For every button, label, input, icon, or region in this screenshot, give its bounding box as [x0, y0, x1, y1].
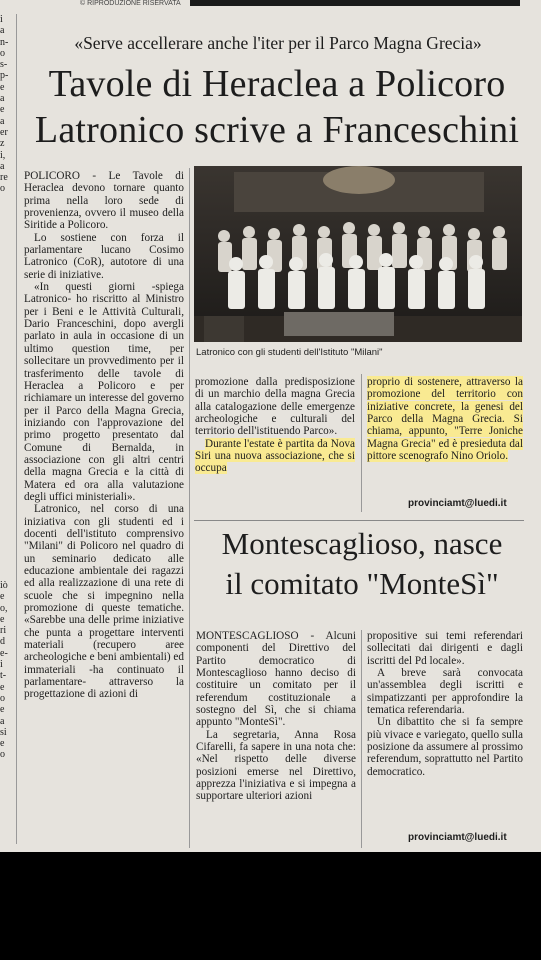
left-edge-fragment: si	[0, 726, 7, 738]
article1-paragraph: «In questi giorni -spiega Latronico- ho riscritto al Ministro per i Beni e le Attività Culturali, Dario Franceschini, dopo avergli parlato in aula in occasione di un ultimo question time, per sollecitare un provvedimento per il trasferimento delle tavole di Heraclea a Policoro e per richiamare un interesse del governo per il Parco della Magna Grecia, iniziando con l'approvazione del primo progetto presentato dal Comune di Bernalda, in associazione con gli altri centri della magna Grecia e la città di Matera ed ora alla valutazione degli uffici ministeriali».	[24, 281, 184, 503]
article2-headline-line-1: Montescaglioso, nasce	[221, 526, 503, 561]
article2-paragraph: Un dibattito che si fa sempre più vivace e variegato, quello sulla posizione da assumere al prossimo referendum, soprattutto nel Partito democratico.	[367, 716, 523, 778]
article1-paragraph: Latronico, nel corso di una iniziativa con gli studenti ed i docenti dell'istituto comprensivo "Milani" di Policoro nel quadro di un seminario dedicato alle educazione ambientale dei ragazzi ed alla realizzazione di una rete di scuole che si impegnino nella promozione di queste tematiche. «Sarebbe una delle prime iniziative che punta a progettare interventi materiali (recupero aree archeologiche e beni ambientali) ed immateriali -ha continuato il parlamentare- attraverso la progettazione di azioni di	[24, 503, 184, 701]
left-edge-fragment: re	[0, 172, 8, 184]
left-edge-fragment: a	[0, 160, 5, 172]
article1-column-1	[24, 170, 184, 848]
left-edge-fragment: i	[0, 659, 3, 671]
article1-paragraph: promozione dalla predisposizione di un marchio della magna Grecia alla catalogazione delle emergenze archeologiche e culturali del territorio dell'istituendo Parco».	[195, 376, 355, 438]
left-edge-fragment: a	[0, 115, 5, 127]
article1-paragraph: POLICORO - Le Tavole di Heraclea devono tornare quanto prima nella loro sede di provenienza, ovvero il museo della Siritide a Policoro.	[24, 170, 184, 232]
left-edge-fragment: a	[0, 25, 5, 37]
column-rule	[189, 168, 190, 848]
left-edge-fragment: a	[0, 93, 5, 105]
highlighted-text: Durante l'estate è partita da Nova Siri una nuova associazione, che si occupa	[195, 437, 355, 475]
left-edge-fragment: e	[0, 104, 5, 116]
left-edge-fragment: e	[0, 704, 5, 716]
article1-column-2	[195, 376, 355, 516]
left-edge-fragment: o	[0, 47, 5, 59]
column-rule	[361, 630, 362, 848]
article1-paragraph: Lo sostiene con forza il parlamentare lucano Cosimo Latronico (CoR), autotore di una serie di iniziative.	[24, 231, 184, 281]
article2-column-2	[367, 630, 523, 826]
left-edge-fragment: d	[0, 636, 5, 648]
article1-signature: provinciamt@luedi.it	[408, 498, 507, 509]
left-edge-fragment: e-	[0, 647, 8, 659]
students-photo	[194, 166, 522, 342]
left-edge-fragment: iò	[0, 580, 8, 591]
left-edge-fragment: o,	[0, 602, 8, 614]
article2-column-1	[196, 630, 356, 850]
left-edge-fragment: t-	[0, 670, 7, 682]
left-edge-fragment: e	[0, 681, 5, 693]
article2-headline-line-2: il comitato "MonteSì"	[225, 566, 499, 601]
column-rule	[16, 14, 17, 844]
highlighted-text: proprio di sostenere, attraverso la promozione del territorio con iniziative concrete, la genesi del Parco della Magna Grecia. Si chiama, appunto, "Terre Joniche Magna Grecia" ed è presieduta dal pittore scenografo Nino Oriolo.	[367, 376, 523, 463]
left-edge-fragment: s-	[0, 59, 8, 71]
article2-paragraph: MONTESCAGLIOSO - Alcuni componenti del Direttivo del Partito democratico di Montescaglioso hanno deciso di costituire un comitato per il referendum costituzionale a sostegno del Sì, che si chiama appunto "MonteSì".	[196, 630, 356, 729]
left-edge-fragment: ri	[0, 625, 7, 637]
left-edge-fragment: i,	[0, 149, 6, 161]
left-edge-fragment: e	[0, 81, 5, 93]
article2-paragraph: La segretaria, Anna Rosa Cifarelli, fa sapere in una nota che: «Nel rispetto delle diverse posizioni emerse nel Direttivo, apprezza l'iniziativa e si impegna a supportare ulteriori azioni	[196, 728, 356, 803]
left-edge-fragment: e	[0, 738, 5, 750]
left-edge-fragment: er	[0, 126, 8, 138]
left-edge-fragment: e	[0, 591, 5, 603]
left-edge-fragment: z	[0, 138, 5, 150]
left-edge-fragment: i	[0, 14, 3, 25]
article1-highlight-paragraph	[195, 438, 355, 475]
rights-notice: © RIPRODUZIONE RISERVATA	[80, 0, 181, 7]
headline-line-2: Latronico scrive a Franceschini	[34, 109, 520, 151]
left-edge-fragment: e	[0, 613, 5, 625]
section-rule	[194, 520, 524, 521]
left-edge-fragment: o	[0, 692, 5, 704]
article1-column-3	[367, 376, 523, 500]
left-edge-fragment: o	[0, 749, 5, 761]
left-edge-fragment: p-	[0, 70, 9, 82]
photo-caption: Latronico con gli studenti dell'Istituto "Milani"	[196, 347, 383, 358]
left-edge-fragment: o	[0, 183, 5, 194]
left-edge-text	[0, 14, 14, 194]
left-edge-text-lower	[0, 580, 14, 850]
kicker: «Serve accellerare anche l'iter per il Parco Magna Grecia»	[74, 33, 482, 53]
students-photo-image	[194, 166, 522, 342]
left-edge-fragment: n-	[0, 36, 9, 48]
article2-paragraph: A breve sarà convocata un'assemblea degli iscritti e simpatizzanti per approfondire la tematica referendaria.	[367, 667, 523, 717]
top-bar	[190, 0, 520, 6]
left-edge-fragment: a	[0, 715, 5, 727]
article2-signature: provinciamt@luedi.it	[408, 832, 507, 843]
column-rule	[361, 374, 362, 512]
headline-line-1: Tavole di Heraclea a Policoro	[48, 63, 506, 105]
article2-paragraph: propositive sui temi referendari sollecitati dai dirigenti e dagli iscritti del Pd locale».	[367, 630, 523, 667]
